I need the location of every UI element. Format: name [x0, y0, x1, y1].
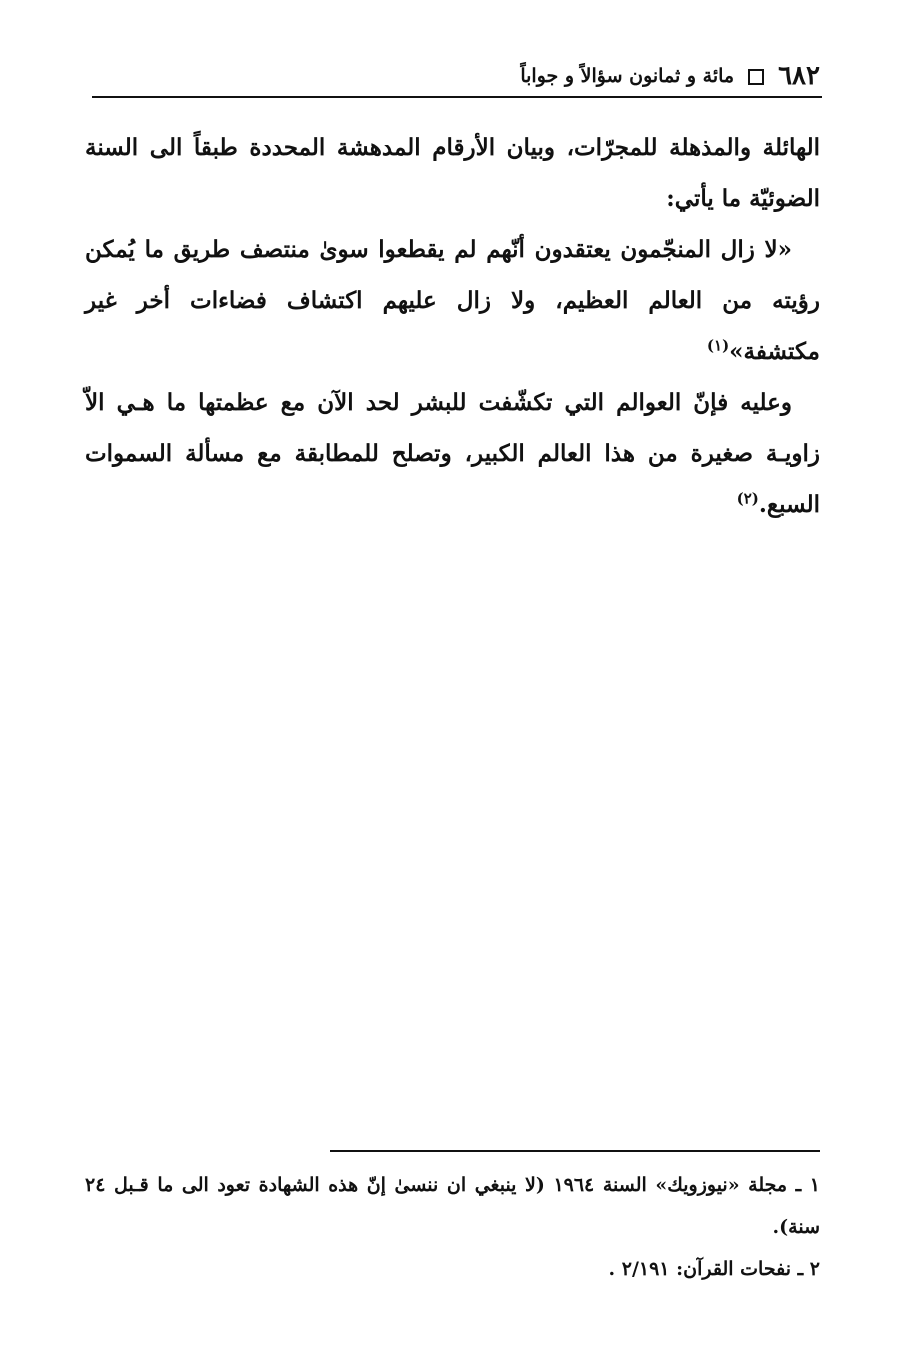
- paragraph-conclusion: [85, 377, 820, 530]
- paragraph-quote: [85, 224, 820, 377]
- main-text: [85, 122, 820, 530]
- header-divider: [92, 96, 822, 98]
- square-ornament-icon: [748, 69, 764, 85]
- footnotes: [85, 1164, 820, 1290]
- quote-text: «لا زال المنجّمون يعتقدون أنّهم لم يقطعوا سوىٰ منتصف طريق ما يُمكن رؤيته من العالم العظيم، ولا زال عليهم اكتشاف فضاءات أخر غير مكتشفة»: [85, 236, 820, 365]
- paragraph-intro: الهائلة والمذهلة للمجرّات، وبيان الأرقام المدهشة المحددة طبقاً الى السنة الضوئيّة ما يأتي:: [85, 134, 820, 212]
- page-header: [90, 56, 820, 96]
- footnote-ref-2: (٢): [736, 489, 759, 508]
- footnote-1: ١ ـ مجلة «نيوزويك» السنة ١٩٦٤ (لا ينبغي ان ننسىٰ إنّ هذه الشهادة تعود الى ما قـبل ٢٤ سنة).: [85, 1174, 821, 1238]
- footnote-2: ٢ ـ نفحات القرآن: ٢/١٩١ .: [608, 1258, 820, 1280]
- footnote-divider: [330, 1150, 820, 1152]
- running-title: مائة و ثمانون سؤالاً و جواباً: [520, 65, 735, 87]
- page-number: ٦٨٢: [778, 61, 820, 91]
- footnote-ref-1: (١): [706, 336, 730, 355]
- conclusion-text: وعليه فإنّ العوالم التي تكشّفت للبشر لحد الآن مع عظمتها ما هـي الاّ زاويـة صغيرة من هذا العالم الكبير، وتصلح للمطابقة مع مسألة السموات السبع.: [85, 389, 820, 518]
